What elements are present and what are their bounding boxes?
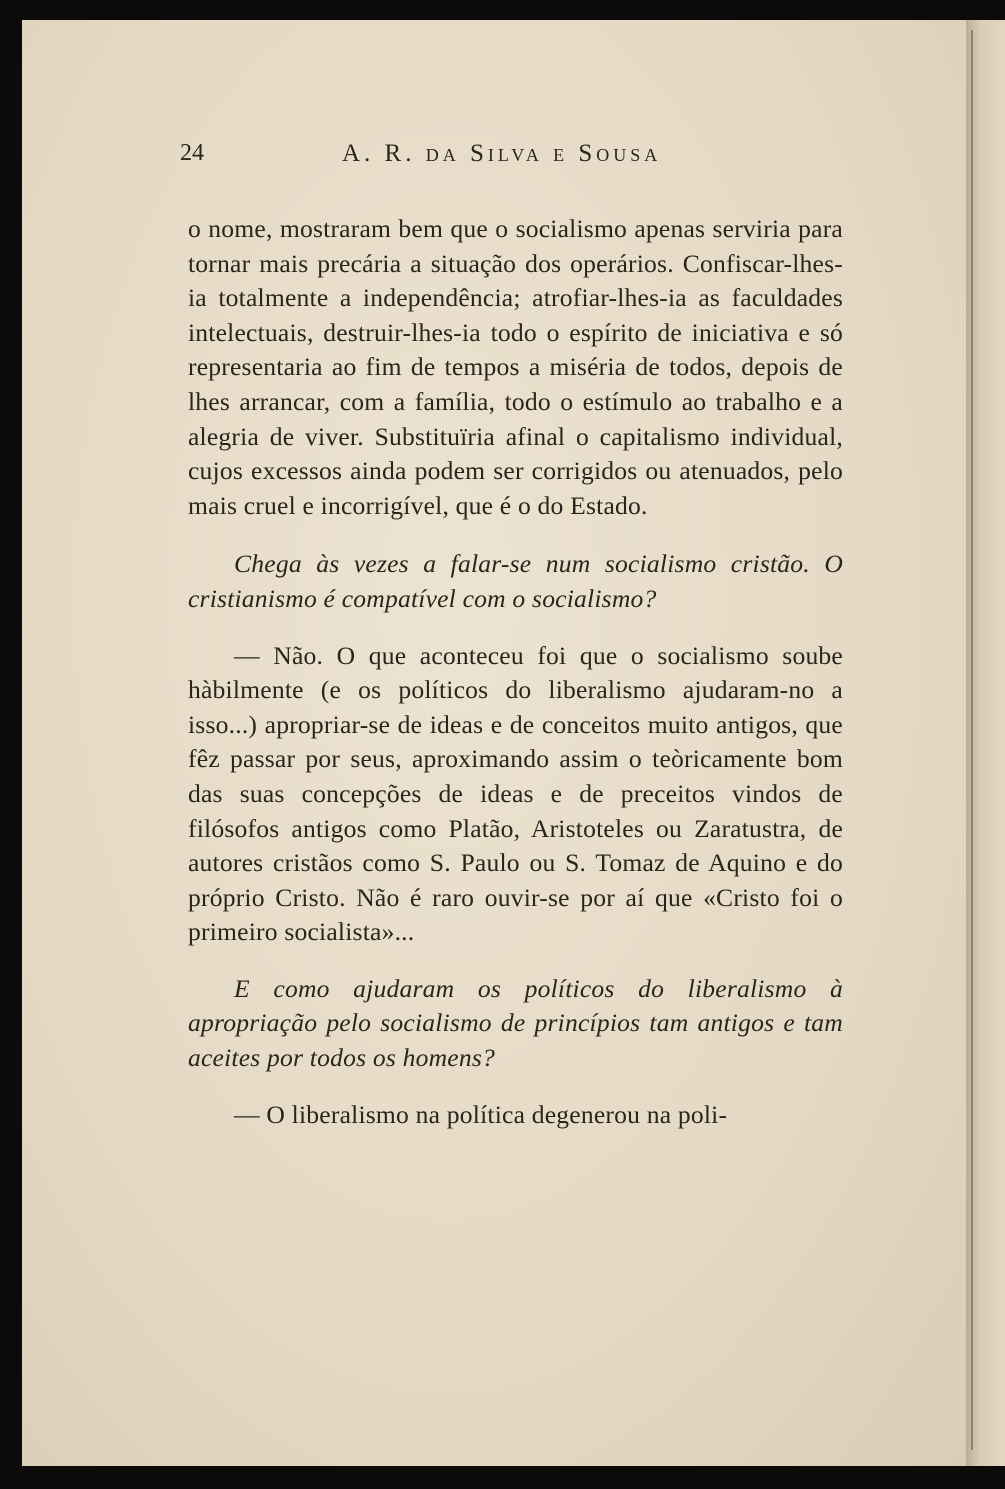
page-number: 24 — [180, 140, 204, 166]
answer-paragraph: — O liberalismo na política degenerou na poli- — [234, 1099, 728, 1129]
page-header — [180, 140, 720, 176]
question-paragraph: E como ajudaram os políticos do liberalismo à apropriação pelo socialismo de princípios tam antigos e tam aceites por todos os homens? — [188, 973, 843, 1073]
page-body — [188, 212, 843, 1132]
book-gutter — [971, 30, 973, 1450]
answer-paragraph: — Não. O que aconteceu foi que o socialismo soube hàbilmente (e os políticos do liberalismo ajudaram-no a isso...) apropriar-se de ideas e de conceitos muito antigos, que fêz passar por seus, aproximando assim o teòricamente bom das suas concepções de ideas e de preceitos vindos de filósofos antigos como Platão, Aristoteles ou Zaratustra, de autores cristãos como S. Paulo ou S. Tomaz de Aquino e do próprio Cristo. Não é raro ouvir-se por aí que «Cristo foi o primeiro socialista»... — [188, 640, 843, 947]
running-head: A. R. da Silva e Sousa — [342, 140, 662, 167]
paragraph-continuation: o nome, mostraram bem que o socialismo apenas serviria para tornar mais precária a situação dos operários. Confiscar-lhes-ia totalmente a independência; atrofiar-lhes-ia as faculdades intelectuais, destruir-lhes-ia todo o espírito de iniciativa e só representaria ao fim de tempos a miséria de todos, depois de lhes arrancar, com a família, todo o estímulo ao trabalho e a alegria de viver. Substituïria afinal o capitalismo individual, cujos excessos ainda podem ser corrigidos ou atenuados, pelo mais cruel e incorrigível, que é o do Estado. — [188, 214, 843, 520]
question-paragraph: Chega às vezes a falar-se num socialismo cristão. O cristianismo é compatível com o socialismo? — [188, 549, 843, 613]
